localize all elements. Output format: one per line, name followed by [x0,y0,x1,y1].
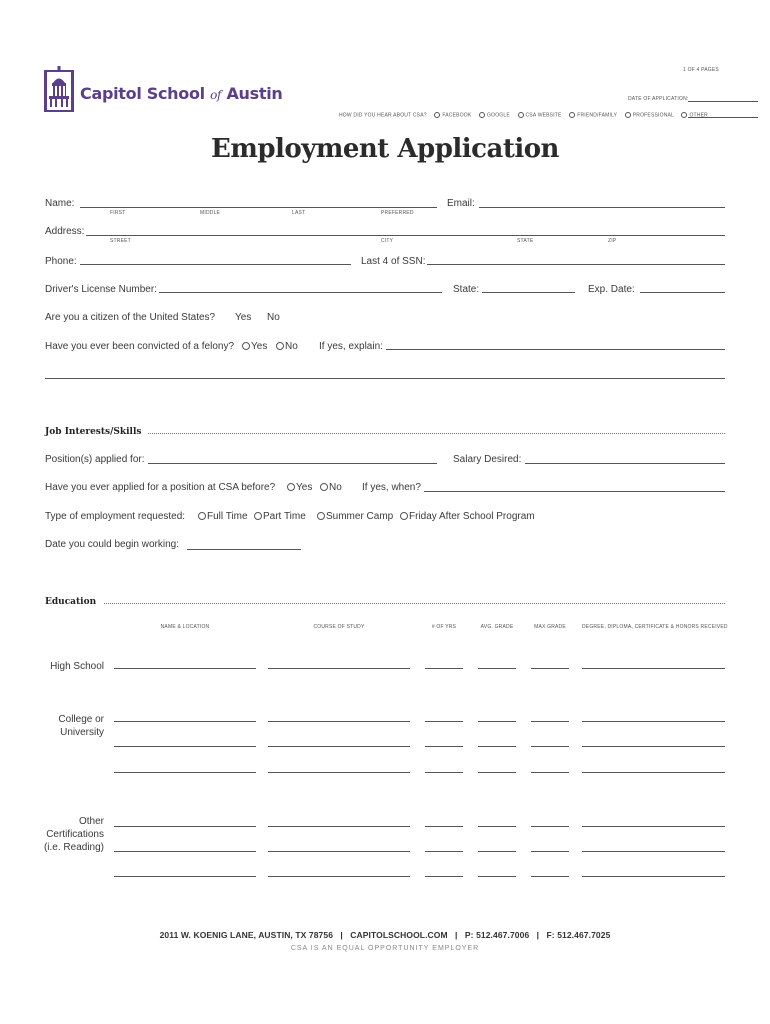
college-years-field-3[interactable] [425,772,463,773]
exp-date-field[interactable] [640,292,725,293]
hs-degree-field[interactable] [582,668,725,669]
footer-contact: 2011 W. KOENIG LANE, AUSTIN, TX 78756 | CAPITOLSCHOOL.COM | P: 512.467.7006 | F: 512.467.7025 [159,930,611,940]
applied-yes-radio[interactable] [287,483,295,491]
col-name-location: NAME & LOCATION [160,624,210,630]
job-section-divider [148,433,725,434]
felony-question: Have you ever been convicted of a felony? [45,341,235,352]
position-field[interactable] [148,463,437,464]
education-section-divider [104,603,725,604]
other-avg-field-2[interactable] [478,851,516,852]
street-sublabel: STREET [110,238,131,244]
other-course-field-1[interactable] [268,826,410,827]
when-label: If yes, when? [362,482,421,493]
address-label: Address: [45,226,85,237]
date-of-application-field[interactable] [688,101,758,102]
email-field[interactable] [479,207,725,208]
ssn-label: Last 4 of SSN: [361,256,426,267]
col-course-of-study: COURSE OF STUDY [313,624,365,630]
hs-course-field[interactable] [268,668,410,669]
other-course-field-2[interactable] [268,851,410,852]
start-date-field[interactable] [187,549,301,550]
other-max-field-3[interactable] [531,876,569,877]
explain-field-line-2[interactable] [45,378,725,379]
name-field[interactable] [80,207,437,208]
full-time-radio[interactable] [198,512,206,520]
csa-website-radio[interactable] [518,112,524,118]
hs-years-field[interactable] [425,668,463,669]
college-max-field-2[interactable] [531,746,569,747]
hs-name-field[interactable] [114,668,256,669]
zip-sublabel: ZIP [608,238,617,244]
phone-label: Phone: [45,256,77,267]
friday-program-option[interactable]: Friday After School Program [400,511,535,522]
school-name: Capitol School of Austin [80,84,283,103]
felony-yes-radio[interactable] [242,342,250,350]
friend-family-radio[interactable] [569,112,575,118]
college-degree-field-2[interactable] [582,746,725,747]
state-label: State: [453,284,480,295]
heard-about-label: HOW DID YOU HEAR ABOUT CSA? FACEBOOK GOOGLE CSA WEBSITE FRIEND/FAMILY PROFESSIONAL OTHER [339,112,708,119]
when-field[interactable] [424,491,725,492]
part-time-option[interactable]: Part Time [254,511,306,522]
other-avg-field-1[interactable] [478,826,516,827]
license-state-field[interactable] [482,292,575,293]
college-degree-field-3[interactable] [582,772,725,773]
salary-field[interactable] [525,463,725,464]
other-name-field-2[interactable] [114,851,256,852]
college-years-field-1[interactable] [425,721,463,722]
high-school-label: High School [50,661,104,672]
college-max-field-1[interactable] [531,721,569,722]
applied-before-question: Have you ever applied for a position at CSA before? [45,482,276,493]
citizen-yes-option[interactable]: Yes [235,312,252,323]
salary-label: Salary Desired: [453,454,522,465]
college-name-field-3[interactable] [114,772,256,773]
college-name-field-1[interactable] [114,721,256,722]
capitol-logo-icon [44,66,74,112]
date-of-application-label: DATE OF APPLICATION: [628,96,689,102]
college-years-field-2[interactable] [425,746,463,747]
hs-avg-field[interactable] [478,668,516,669]
applied-no-option[interactable]: No [320,482,342,493]
other-degree-field-2[interactable] [582,851,725,852]
heard-other-field[interactable] [688,117,758,118]
felony-no-option[interactable]: No [276,341,298,352]
other-max-field-1[interactable] [531,826,569,827]
applied-no-radio[interactable] [320,483,328,491]
college-course-field-3[interactable] [268,772,410,773]
exp-date-label: Exp. Date: [588,284,635,295]
license-field[interactable] [159,292,442,293]
col-avg-grade: AVG. GRADE [480,624,514,630]
ssn-field[interactable] [427,264,725,265]
license-label: Driver's License Number: [45,284,157,295]
col-num-years: # OF YRS [431,624,457,630]
first-sublabel: FIRST [110,210,126,216]
page-count: 1 OF 4 PAGES [683,67,719,73]
address-field[interactable] [86,235,725,236]
last-sublabel: LAST [292,210,306,216]
professional-radio[interactable] [625,112,631,118]
position-label: Position(s) applied for: [45,454,145,465]
citizen-question: Are you a citizen of the United States? [45,312,216,323]
summer-camp-option[interactable]: Summer Camp [317,511,393,522]
education-section-title: Education [45,597,97,607]
other-years-field-2[interactable] [425,851,463,852]
other-degree-field-3[interactable] [582,876,725,877]
college-name-field-2[interactable] [114,746,256,747]
college-degree-field-1[interactable] [582,721,725,722]
college-course-field-2[interactable] [268,746,410,747]
college-avg-field-1[interactable] [478,721,516,722]
col-degree: DEGREE, DIPLOMA, CERTIFICATE & HONORS RECEIVED [582,624,728,630]
facebook-radio[interactable] [434,112,440,118]
phone-field[interactable] [80,264,351,265]
job-section-title: Job Interests/Skills [45,427,142,437]
other-course-field-3[interactable] [268,876,410,877]
email-label: Email: [447,198,475,209]
google-radio[interactable] [479,112,485,118]
other-certifications-label: Other Certifications (i.e. Reading) [43,816,104,853]
friday-program-radio[interactable] [400,512,408,520]
explain-label: If yes, explain: [319,341,383,352]
employment-type-label: Type of employment requested: [45,511,186,522]
college-max-field-3[interactable] [531,772,569,773]
college-label: College or University [58,714,104,738]
other-max-field-2[interactable] [531,851,569,852]
col-max-grade: MAX GRADE [534,624,566,630]
full-time-option[interactable]: Full Time [198,511,248,522]
other-name-field-1[interactable] [114,826,256,827]
equal-opportunity-notice: CSA IS AN EQUAL OPPORTUNITY EMPLOYER [290,945,480,952]
college-avg-field-3[interactable] [478,772,516,773]
part-time-radio[interactable] [254,512,262,520]
hs-max-field[interactable] [531,668,569,669]
college-avg-field-2[interactable] [478,746,516,747]
name-label: Name: [45,198,75,209]
explain-field[interactable] [386,349,725,350]
middle-sublabel: MIDDLE [200,210,221,216]
preferred-sublabel: PREFERRED [381,210,414,216]
start-date-label: Date you could begin working: [45,539,179,550]
felony-no-radio[interactable] [276,342,284,350]
applied-yes-option[interactable]: Yes [287,482,312,493]
summer-camp-radio[interactable] [317,512,325,520]
college-course-field-1[interactable] [268,721,410,722]
other-degree-field-1[interactable] [582,826,725,827]
city-sublabel: CITY [381,238,394,244]
other-years-field-1[interactable] [425,826,463,827]
other-name-field-3[interactable] [114,876,256,877]
other-avg-field-3[interactable] [478,876,516,877]
state-sublabel: STATE [517,238,534,244]
other-radio[interactable] [681,112,687,118]
felony-yes-option[interactable]: Yes [242,341,267,352]
page-title: Employment Application [211,134,559,164]
other-years-field-3[interactable] [425,876,463,877]
citizen-no-option[interactable]: No [267,312,280,323]
